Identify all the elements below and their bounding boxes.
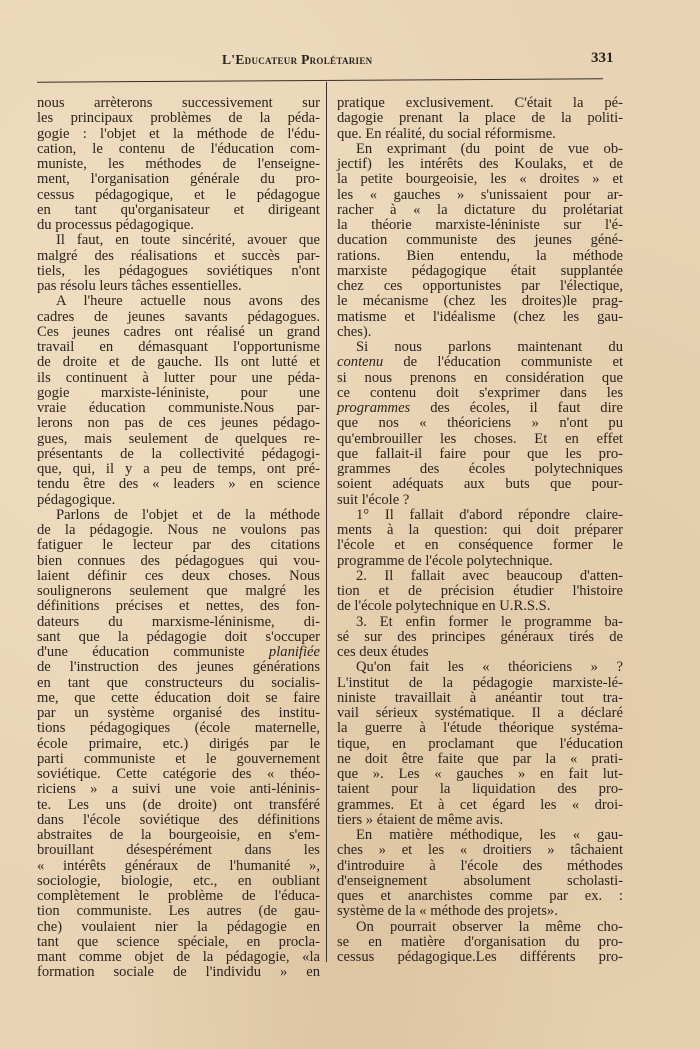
text-line: che) voulaient nier la pédagogie en	[37, 918, 320, 935]
header-rule	[37, 78, 603, 82]
text-line: chez ces opportunistes par l'électique,	[337, 278, 623, 294]
page-number: 331	[591, 50, 614, 66]
text-line: me, que cette éducation doit se faire	[37, 689, 320, 706]
text-line: complètement le problème de l'éduca-	[37, 888, 320, 904]
text-line: gogie marxiste-léniniste, pour une	[37, 384, 320, 401]
text-line: la guerre à l'étude théorique systéma-	[337, 720, 623, 737]
text-line: nous arrèterons successivement sur	[37, 95, 320, 111]
text-line: ne doit être faite que par la « prati-	[337, 750, 623, 767]
text-line: dans l'école soviétique des définitions	[37, 811, 320, 828]
text-line: soulignerons seulement que malgré les	[37, 583, 320, 599]
text-line: bien connues des pédagogues qui vou-	[37, 552, 320, 569]
text-line: A l'heure actuelle nous avons des	[56, 293, 320, 310]
text-line: que ». Les « gauches » en fait lut-	[337, 766, 623, 782]
text-line: L'institut de la pédagogie marxiste-lé-	[337, 674, 623, 691]
left-column	[37, 96, 320, 981]
text-line: les principaux problèmes de la péda-	[37, 110, 320, 127]
text-line: mant comme objet de la pédagogie, «la	[37, 949, 320, 965]
text-line: cessus pédagogique.Les différents pro-	[337, 949, 623, 965]
text-line: riciens » a suivi une voie anti-léninis-	[37, 781, 320, 798]
text-line: que fallait-il faire pour que les pro-	[337, 445, 623, 462]
text-line: sant que la pédagogie doit s'occuper	[37, 628, 320, 645]
text-line: ments à la question: qui doit préparer	[337, 522, 623, 538]
right-column	[337, 96, 623, 965]
text-line: jectif) les intérêts des Koulaks, et de	[337, 156, 623, 172]
italic-term: programmes	[337, 400, 411, 416]
text-line: malgré des réalisations et succès par-	[37, 247, 320, 264]
text-line: ment, l'organisation générale du pro-	[37, 171, 320, 188]
text-line: « intérêts généraux de l'humanité »,	[37, 857, 320, 874]
text-line: suit l'école ?	[337, 491, 410, 508]
text-line: la petite bourgeoisie, les « droites » et	[337, 171, 623, 188]
text-line: de l'école polytechnique en U.R.S.S.	[337, 598, 551, 615]
text-line: tiels, les pédagogues soviétiques n'ont	[37, 262, 320, 279]
text-line: de la pédagogie. Nous ne voulons pas	[37, 522, 320, 538]
text-line: te. Les uns (de droite) ont transféré	[37, 796, 320, 813]
text-line: ches » et les « droitiers » tâchaient	[337, 842, 623, 859]
text-line: par un système organisé des institu-	[37, 705, 320, 721]
text-line: vail sérieux systématique. Il a déclaré	[337, 705, 623, 721]
text-line: grammes des écoles polytechniques	[337, 461, 623, 477]
text-line: taient pour la liquidation des pro-	[337, 781, 623, 798]
text-line: définitions précises et nettes, des fon-	[37, 598, 320, 615]
text-line: qu'embrouiller les choses. Et en effet	[337, 430, 623, 447]
text-line: tendu être des « leaders » en science	[37, 476, 320, 493]
text-line: 2. Il fallait avec beaucoup d'atten-	[356, 567, 623, 584]
text-line: lerons non pas de ces jeunes pédago-	[37, 415, 320, 432]
text-line: présentants de la collectivité pédagogi-	[37, 445, 320, 462]
text-line: de l'instruction des jeunes générations	[37, 659, 320, 676]
text-line: que. En réalité, du social réformisme.	[337, 125, 556, 142]
text-line: On pourrait observer la même cho-	[356, 918, 623, 935]
text-line: Il faut, en toute sincérité, avouer que	[56, 232, 320, 249]
text-line: matisme et l'idéalisme (chez les gau-	[337, 308, 623, 325]
running-head	[0, 50, 700, 70]
text-line: les « gauches » s'unissaient pour ar-	[337, 186, 623, 203]
text-line: d'introduire à l'école des méthodes	[337, 857, 623, 874]
text-line: rations. Bien entendu, la méthode	[337, 247, 623, 264]
text-line: en tant qu'organisateur et dirigeant	[37, 201, 320, 218]
text-line: en tant que constructeurs du socialis-	[37, 674, 320, 691]
text-line: d'une éducation communiste planifiée	[37, 644, 320, 660]
text-line: parti communiste et le gouvernement	[37, 750, 320, 767]
text-line: que nos « théoriciens » n'ont pu	[337, 415, 623, 432]
text-line: vraie éducation communiste.Nous par-	[37, 400, 320, 416]
text-line: tiers » étaient de même avis.	[337, 811, 504, 828]
text-line: ques et anarchistes comme par ex. :	[337, 888, 623, 904]
text-line: ducation communiste des jeunes géné-	[337, 232, 623, 249]
text-line: laient définir ces deux choses. Nous	[37, 567, 320, 584]
text-line: le mécanisme (chez les droites)le prag-	[337, 293, 623, 310]
text-line: tion et de précision étudier l'histoire	[337, 583, 623, 599]
text-line: racher à « la dictature du prolétariat	[337, 201, 623, 218]
text-line: 1° Il fallait d'abord répondre claire-	[356, 506, 623, 523]
text-line: sociologie, biologie, etc., en oubliant	[37, 872, 320, 889]
text-line: que, qui, il y a peu de temps, ont pré-	[37, 461, 320, 477]
text-line: cation, le contenu de l'éducation com-	[37, 140, 320, 157]
text-line: dagogie prenant la place de la politi-	[337, 110, 623, 127]
text-line: programmes des écoles, il faut dire	[337, 400, 623, 416]
text-line: de droite et de gauche. Ils ont lutté et	[37, 354, 320, 371]
text-line: Parlons de l'objet et de la méthode	[56, 506, 320, 523]
text-line: Ces jeunes cadres ont réalisé un grand	[37, 323, 320, 340]
text-line: travail en démasquant l'opportunisme	[37, 339, 320, 355]
text-line: En matière méthodique, les « gau-	[356, 827, 623, 843]
text-line: gues, mais seulement de quelques re-	[37, 430, 320, 447]
text-line: ches).	[337, 323, 372, 340]
text-line: En exprimant (du point de vue ob-	[356, 140, 623, 157]
text-line: fatiguer le lecteur par des citations	[37, 537, 320, 554]
text-line: pas résolu leurs tâches essentielles.	[37, 278, 242, 294]
text-line: marxiste pédagogique était supplantée	[337, 262, 623, 279]
text-line: tique, en proclamant que l'éducation	[337, 735, 623, 752]
italic-term: planifiée	[268, 644, 320, 660]
text-line: grammes. Et à cet égard les « droi-	[337, 796, 623, 813]
text-line: école primaire, etc.) dirigés par le	[37, 735, 320, 752]
text-line: ils continuent à lutter pour une péda-	[37, 369, 320, 386]
text-line: ces deux études	[337, 644, 429, 660]
text-line: 3. Et enfin former le programme ba-	[356, 613, 623, 630]
text-line: Qu'on fait les « théoriciens » ?	[356, 659, 623, 676]
text-line: pédagogique.	[37, 491, 116, 508]
italic-term: contenu	[337, 354, 384, 371]
text-line: soviétique. Cette catégorie des « théo-	[37, 766, 320, 782]
text-line: si nous prenons en considération que	[337, 369, 623, 386]
text-line: tions pédagogiques (école maternelle,	[37, 720, 320, 737]
text-line: pratique exclusivement. C'était la pé-	[337, 95, 623, 111]
journal-title: L'Educateur Prolétarien	[222, 52, 373, 67]
text-line: contenu de l'éducation communiste et	[337, 354, 623, 371]
column-divider	[326, 82, 327, 962]
text-line: cessus pédagogique, et le pédagogue	[37, 186, 320, 203]
text-line: cadres de jeunes savants pédagogues.	[37, 308, 320, 325]
text-line: sé sur des principes généraux tirés de	[337, 628, 623, 645]
text-line: Si nous parlons maintenant du	[356, 339, 623, 355]
text-line: muniste, les méthodes de l'enseigne-	[37, 156, 320, 172]
text-line: l'école et en conséquence former le	[337, 537, 623, 554]
text-line: d'enseignement absolument scholasti-	[337, 872, 623, 889]
text-line: programme de l'école polytechnique.	[337, 552, 553, 569]
text-line: niniste travaillait à anéantir tout tra-	[337, 689, 623, 706]
text-line: dateurs du marxisme-léninisme, di-	[37, 613, 320, 630]
text-line: gogie : l'objet et la méthode de l'édu-	[37, 125, 320, 142]
text-line: système de la « méthode des projets».	[337, 903, 558, 920]
text-line: tion communiste. Les autres (de gau-	[37, 903, 320, 920]
text-line: tant que science spéciale, en procla-	[37, 933, 320, 950]
text-line: du processus pédagogique.	[37, 217, 194, 233]
text-line: brouillant désespérément dans les	[37, 842, 320, 859]
text-line: se en matière d'organisation du pro-	[337, 933, 623, 950]
text-line: ce contenu doit s'exprimer dans les	[337, 384, 623, 401]
text-line: abstraites de la bourgeoisie, en s'em-	[37, 827, 320, 843]
text-line: formation sociale de l'individu » en	[37, 964, 320, 981]
text-line: la théorie marxiste-léniniste sur l'é-	[337, 217, 623, 233]
text-line: soient adéquats aux buts que pour-	[337, 476, 623, 493]
